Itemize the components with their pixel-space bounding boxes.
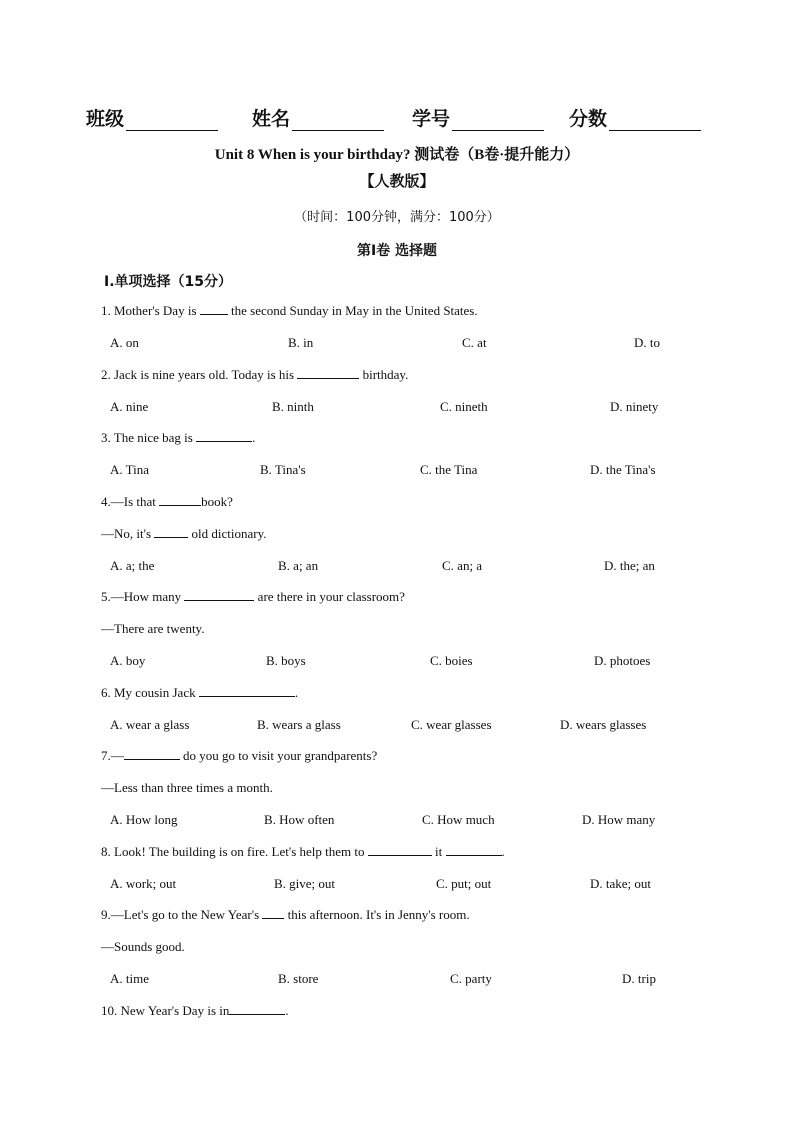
question-text: 7.— bbox=[101, 748, 124, 763]
question-line bbox=[101, 685, 298, 701]
answer-option[interactable]: D. trip bbox=[622, 971, 656, 986]
time-info: （时间：100分钟，满分：100分） bbox=[294, 210, 500, 225]
section-heading: Ⅰ.单项选择（15分） bbox=[104, 274, 233, 290]
answer-option[interactable]: A. wear a glass bbox=[110, 717, 190, 732]
answer-option[interactable]: C. party bbox=[450, 971, 492, 986]
question-line bbox=[101, 1003, 289, 1019]
question-text: 1. Mother's Day is bbox=[101, 303, 200, 318]
answer-option[interactable]: C. put; out bbox=[436, 876, 492, 891]
answer-option[interactable]: B. How often bbox=[264, 812, 335, 827]
question-text: —There are twenty. bbox=[101, 621, 205, 636]
answer-option[interactable]: B. store bbox=[278, 971, 319, 986]
answer-option[interactable]: D. wears glasses bbox=[560, 717, 647, 732]
question-line bbox=[101, 494, 233, 510]
question-text: 2. Jack is nine years old. Today is his bbox=[101, 367, 298, 382]
answer-option[interactable]: C. nineth bbox=[440, 399, 488, 414]
answer-blank[interactable] bbox=[159, 494, 201, 506]
exam-edition: 【人教版】 bbox=[359, 172, 435, 190]
answer-option[interactable]: B. in bbox=[288, 335, 314, 350]
answer-option[interactable]: D. ninety bbox=[610, 399, 659, 414]
answer-option[interactable]: D. to bbox=[634, 335, 660, 350]
question-text: 3. The nice bag is bbox=[101, 430, 197, 445]
score-blank[interactable] bbox=[609, 112, 701, 131]
question-text: —Sounds good. bbox=[101, 939, 185, 954]
name-blank[interactable] bbox=[292, 112, 384, 131]
name-field bbox=[252, 104, 412, 131]
question-text: 4.—Is that bbox=[101, 494, 160, 509]
question-text: old dictionary. bbox=[188, 526, 267, 541]
question-text: 9.—Let's go to the New Year's bbox=[101, 907, 263, 922]
question-text: do you go to visit your grandparents? bbox=[179, 748, 378, 763]
answer-option[interactable]: B. ninth bbox=[272, 399, 314, 414]
question-text: —No, it's bbox=[101, 526, 155, 541]
answer-option[interactable]: A. boy bbox=[110, 653, 146, 668]
question-line bbox=[101, 939, 185, 955]
question-line bbox=[101, 844, 505, 860]
answer-option[interactable]: C. the Tina bbox=[420, 462, 478, 477]
question-text: 6. My cousin Jack bbox=[101, 685, 199, 700]
answer-option[interactable]: B. a; an bbox=[278, 558, 319, 573]
answer-blank[interactable] bbox=[229, 1003, 285, 1015]
student-info-line bbox=[86, 104, 726, 131]
answer-option[interactable]: D. photoes bbox=[594, 653, 651, 668]
answer-option[interactable]: B. boys bbox=[266, 653, 306, 668]
answer-option[interactable]: B. give; out bbox=[274, 876, 336, 891]
answer-blank[interactable] bbox=[199, 685, 295, 697]
answer-option[interactable]: C. boies bbox=[430, 653, 473, 668]
question-line bbox=[101, 430, 255, 446]
answer-option[interactable]: A. on bbox=[110, 335, 139, 350]
question-text: birthday. bbox=[359, 367, 409, 382]
question-text: 10. New Year's Day is in bbox=[101, 1003, 230, 1018]
answer-blank[interactable] bbox=[200, 303, 228, 315]
question-text: book? bbox=[201, 494, 233, 509]
question-line bbox=[101, 621, 204, 637]
answer-option[interactable]: A. work; out bbox=[110, 876, 177, 891]
question-text: 8. Look! The building is on fire. Let's help them to bbox=[101, 844, 368, 859]
answer-blank[interactable] bbox=[446, 844, 502, 856]
answer-blank[interactable] bbox=[154, 526, 188, 538]
question-text: the second Sunday in May in the United States. bbox=[227, 303, 478, 318]
question-line bbox=[101, 780, 273, 796]
question-line bbox=[101, 748, 377, 764]
answer-option[interactable]: A. time bbox=[110, 971, 149, 986]
number-field bbox=[412, 104, 569, 131]
question-text: . bbox=[294, 685, 299, 700]
name-label: 姓名 bbox=[252, 108, 291, 130]
question-text: it bbox=[431, 844, 446, 859]
class-label: 班级 bbox=[86, 108, 125, 130]
number-label: 学号 bbox=[412, 108, 451, 130]
answer-blank[interactable] bbox=[262, 907, 284, 919]
question-text: . bbox=[252, 430, 256, 445]
question-text: are there in your classroom? bbox=[254, 589, 405, 604]
answer-option[interactable]: C. at bbox=[462, 335, 487, 350]
question-line bbox=[101, 303, 478, 319]
answer-option[interactable]: A. Tina bbox=[110, 462, 150, 477]
question-line bbox=[101, 589, 405, 605]
answer-option[interactable]: C. wear glasses bbox=[411, 717, 492, 732]
answer-option[interactable]: A. nine bbox=[110, 399, 149, 414]
class-field bbox=[86, 104, 252, 131]
question-text: this afternoon. It's in Jenny's room. bbox=[284, 907, 470, 922]
answer-blank[interactable] bbox=[368, 844, 432, 856]
answer-option[interactable]: B. Tina's bbox=[260, 462, 306, 477]
answer-option[interactable]: B. wears a glass bbox=[257, 717, 341, 732]
question-line bbox=[101, 907, 470, 923]
answer-blank[interactable] bbox=[124, 748, 180, 760]
answer-blank[interactable] bbox=[184, 589, 254, 601]
answer-option[interactable]: A. a; the bbox=[110, 558, 155, 573]
answer-blank[interactable] bbox=[297, 367, 359, 379]
score-field bbox=[569, 104, 719, 131]
question-text: . bbox=[285, 1003, 289, 1018]
question-line bbox=[101, 367, 408, 383]
question-line bbox=[101, 526, 267, 542]
answer-blank[interactable] bbox=[196, 430, 252, 442]
volume-heading: 第Ⅰ卷 选择题 bbox=[356, 243, 438, 259]
answer-option[interactable]: D. take; out bbox=[590, 876, 652, 891]
answer-option[interactable]: D. How many bbox=[582, 812, 656, 827]
answer-option[interactable]: D. the Tina's bbox=[590, 462, 656, 477]
score-label: 分数 bbox=[569, 108, 608, 130]
answer-option[interactable]: A. How long bbox=[110, 812, 178, 827]
question-text: —Less than three times a month. bbox=[101, 780, 273, 795]
class-blank[interactable] bbox=[126, 112, 218, 131]
answer-option[interactable]: C. How much bbox=[422, 812, 495, 827]
question-text: . bbox=[501, 844, 505, 859]
answer-option[interactable]: C. an; a bbox=[442, 558, 483, 573]
exam-title: Unit 8 When is your birthday? 测试卷（B卷·提升能力） bbox=[214, 147, 580, 163]
question-text: 5.—How many bbox=[101, 589, 185, 604]
answer-option[interactable]: D. the; an bbox=[604, 558, 655, 573]
number-blank[interactable] bbox=[452, 112, 544, 131]
